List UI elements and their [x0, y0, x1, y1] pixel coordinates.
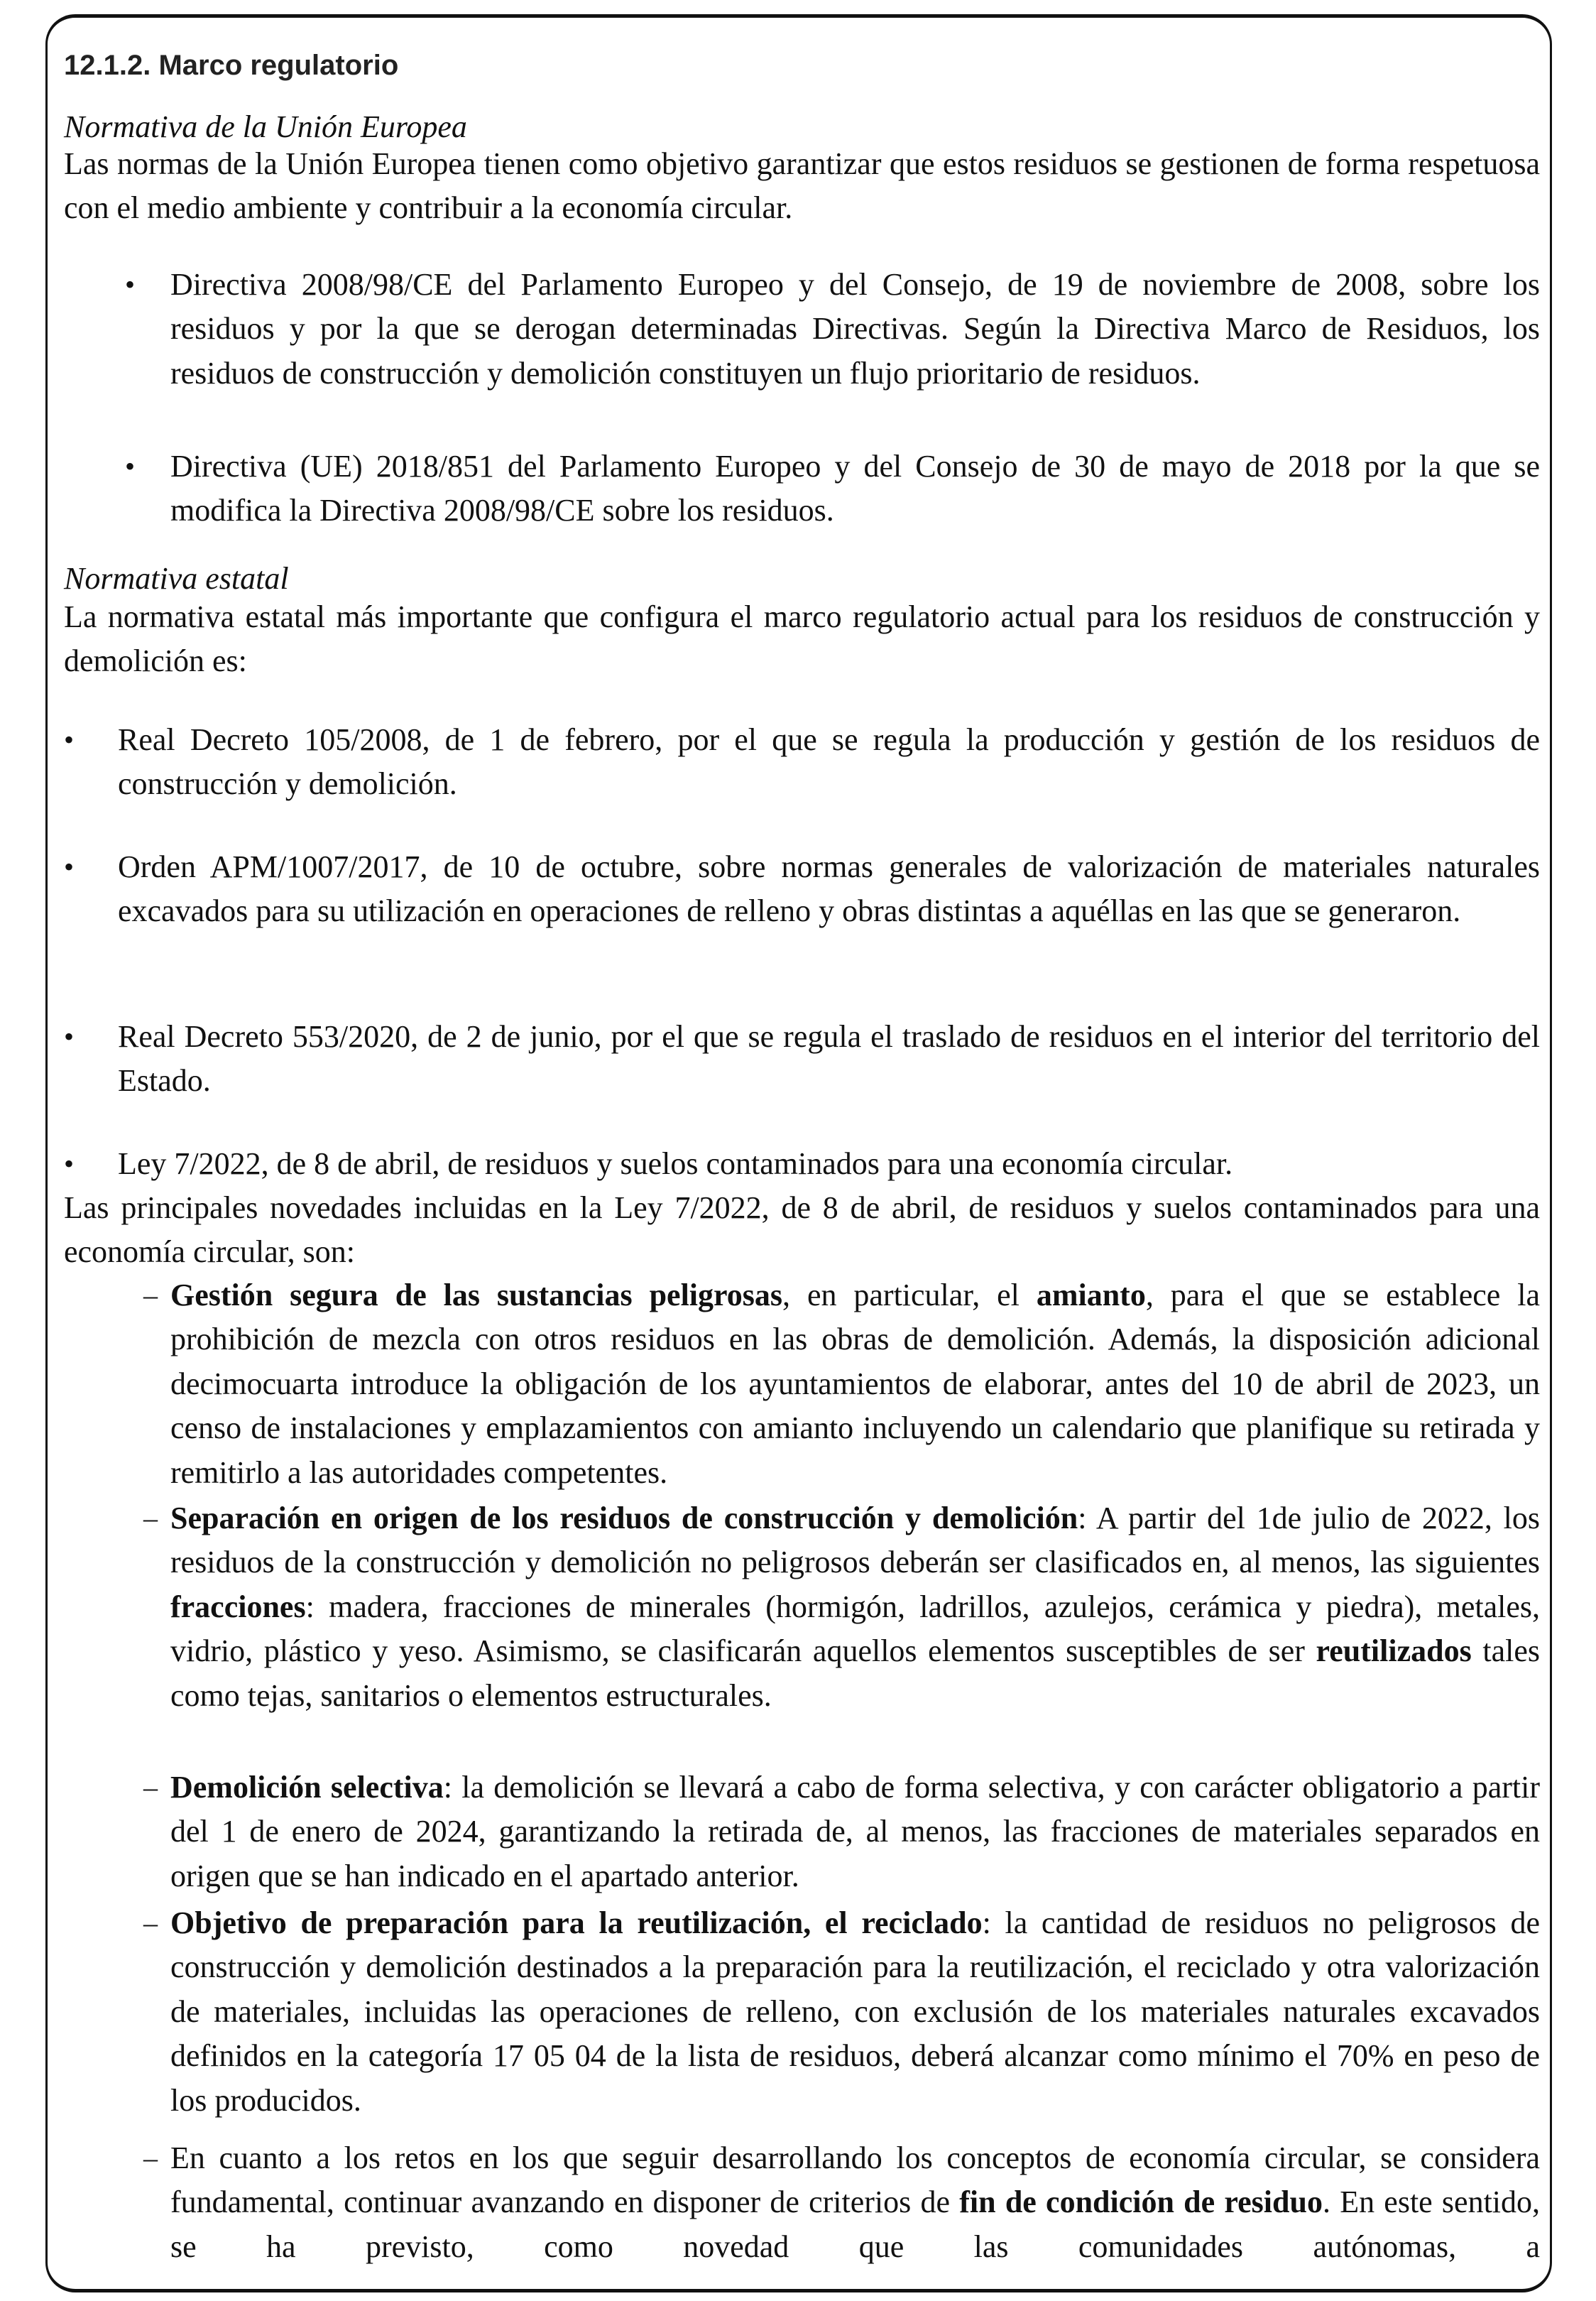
eu-list-item — [125, 445, 1540, 533]
novelty-emphasis: reutilizados — [1316, 1633, 1472, 1669]
novelty-emphasis: amianto — [1036, 1278, 1146, 1312]
dash-icon: – — [143, 1771, 158, 1803]
eu-item-text: Directiva (UE) 2018/851 del Parlamento Europeo y del Consejo de 30 de mayo de 2018 por la que se modifica la Directiva 2008/98/CE sobre los residuos. — [170, 449, 1540, 528]
bullet-icon: • — [125, 268, 136, 300]
novelty-text: tales como tejas, sanitarios o elementos estructurales. — [170, 1633, 1540, 1713]
state-item-text: Real Decreto 553/2020, de 2 de junio, por el que se regula el traslado de residuos en el interior del territorio del Estado. — [118, 1019, 1540, 1099]
novelty-item — [143, 1273, 1540, 1495]
novelty-title: Gestión segura de las sustancias peligrosas — [170, 1278, 783, 1312]
state-item-text: Orden APM/1007/2017, de 10 de octubre, sobre normas generales de valorización de materiales naturales excavados para su utilización en operaciones de relleno y obras distintas a aquéllas en las que se generaron. — [118, 849, 1540, 929]
state-list-item — [64, 1142, 1540, 1186]
novelty-text: , en particular, el — [782, 1278, 1037, 1312]
bullet-icon: • — [64, 851, 75, 883]
dash-icon: – — [143, 1907, 158, 1939]
novelty-text: , para el que se establece la prohibición de mezcla con otros residuos en las obras de demolición. Además, la disposición adicional decimocuarta introduce la obligación de los ayuntamientos de elaborar, antes del 10 de abril de 2023, un censo de instalaciones y emplazamientos con amianto incluyendo un calendario que planifique su retirada y remitirlo a las autoridades competentes. — [170, 1278, 1540, 1490]
eu-label: Normativa de la Unión Europea — [64, 109, 467, 144]
bullet-icon: • — [64, 1021, 75, 1052]
state-list-item — [64, 1015, 1540, 1104]
dash-icon: – — [143, 1279, 158, 1311]
eu-intro: Las normas de la Unión Europea tienen como objetivo garantizar que estos residuos se gestionen de forma respetuosa con el medio ambiente y contribuir a la economía circular. — [64, 146, 1540, 226]
state-list-item — [64, 718, 1540, 807]
novelty-title: Separación en origen de los residuos de construcción y demolición — [170, 1501, 1078, 1535]
bullet-icon: • — [64, 1148, 75, 1180]
dash-icon: – — [143, 2142, 158, 2174]
novelty-title: Objetivo de preparación para la reutilización, el reciclado — [170, 1905, 983, 1940]
eu-list-item — [125, 263, 1540, 396]
novelty-text: : la demolición se llevará a cabo de forma selectiva, y con carácter obligatorio a partir del 1 de enero de 2024, garantizando la retirada de, al menos, las fracciones de materiales separados en origen que se han indicado en el apartado anterior. — [170, 1770, 1540, 1893]
novelty-text: . En este sentido, se ha previsto, como novedad que las comunidades autónomas, a — [170, 2185, 1541, 2264]
state-label: Normativa estatal — [64, 561, 289, 596]
state-list-item — [64, 845, 1540, 934]
novelty-item — [143, 1901, 1541, 2123]
novelty-text: En cuanto a los retos en los que seguir desarrollando los conceptos de economía circular, se considera fundamental, continuar avanzando en disponer de criterios de — [170, 2140, 1540, 2220]
novelty-title: Demolición selectiva — [170, 1770, 444, 1805]
bullet-icon: • — [125, 450, 136, 482]
novelties-intro: Las principales novedades incluidas en la Ley 7/2022, de 8 de abril, de residuos y suelos contaminados para una economía circular, son: — [64, 1190, 1540, 1270]
novelty-text: : A partir del 1de julio de 2022, los residuos de la construcción y demolición no peligrosos deberán ser clasificados en, al menos, las siguientes — [170, 1501, 1540, 1580]
novelty-item — [143, 2136, 1541, 2269]
novelty-item — [143, 1766, 1540, 1898]
dash-icon: – — [143, 1502, 158, 1534]
novelty-emphasis: fracciones — [170, 1589, 306, 1624]
state-item-text: Ley 7/2022, de 8 de abril, de residuos y suelos contaminados para una economía circular. — [118, 1146, 1233, 1181]
eu-item-text: Directiva 2008/98/CE del Parlamento Europeo y del Consejo, de 19 de noviembre de 2008, sobre los residuos y por la que se derogan determinadas Directivas. Según la Directiva Marco de Residuos, los residuos de construcción y demolición constituyen un flujo prioritario de residuos. — [170, 267, 1540, 391]
state-item-text: Real Decreto 105/2008, de 1 de febrero, por el que se regula la producción y gestión de los residuos de construcción y demolición. — [118, 722, 1540, 802]
novelty-emphasis: fin de condición de residuo — [959, 2185, 1323, 2220]
novelty-item — [143, 1496, 1540, 1718]
bullet-icon: • — [64, 724, 75, 756]
novelty-text: : madera, fracciones de minerales (hormigón, ladrillos, azulejos, cerámica y piedra), metales, vidrio, plástico y yeso. Asimismo, se clasificarán aquellos elementos susceptibles de ser — [170, 1589, 1540, 1669]
state-intro: La normativa estatal más importante que configura el marco regulatorio actual para los residuos de construcción y demolición es: — [64, 599, 1540, 679]
section-heading: 12.1.2. Marco regulatorio — [64, 50, 399, 81]
novelty-text: : la cantidad de residuos no peligrosos de construcción y demolición destinados a la preparación para la reutilización, el reciclado y otra valorización de materiales, incluidas las operaciones de relleno, con exclusión de los materiales naturales excavados definidos en la categoría 17 05 04 de la lista de residuos, deberá alcanzar como mínimo el 70% en peso de los producidos. — [170, 1905, 1541, 2118]
